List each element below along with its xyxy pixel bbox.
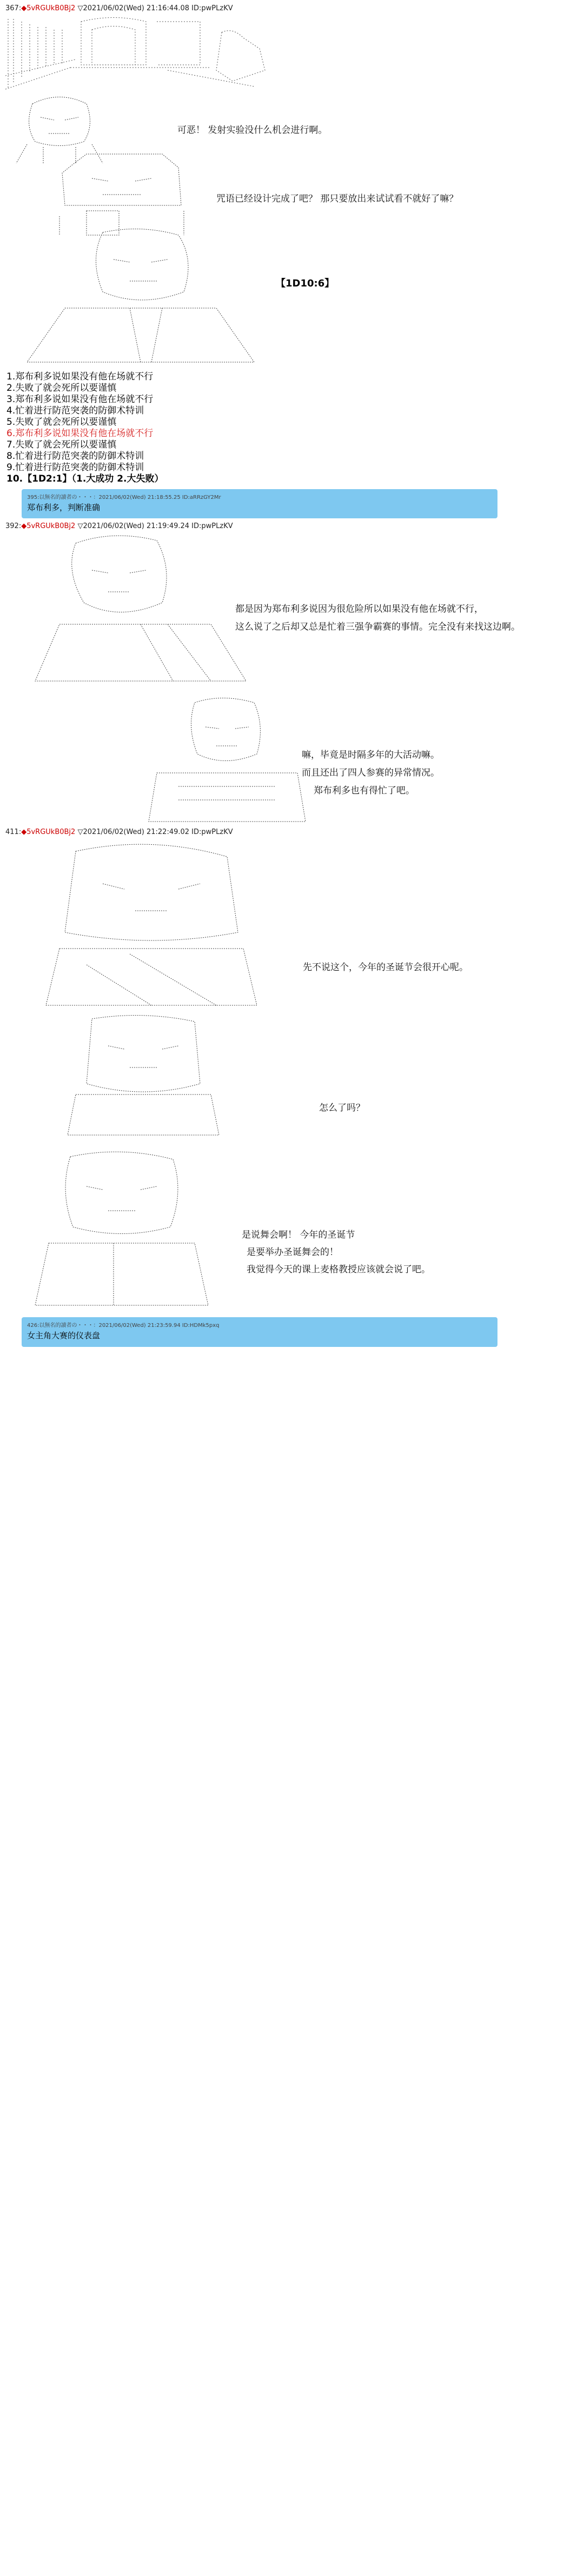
post-header	[5, 828, 233, 836]
post-meta: ▽2021/06/02(Wed) 21:22:49.02 ID:pwPLzKV	[75, 828, 233, 836]
post-header	[5, 4, 233, 12]
ascii-art-character	[22, 227, 260, 365]
choice-item-selected: 6.郑布利多说如果没有他在场就不行	[6, 428, 154, 439]
post-trip: ◆5vRGUkB0Bj2	[21, 4, 76, 12]
post-number: 411:	[5, 828, 22, 836]
post-number: 367:	[5, 4, 22, 12]
choice-item: 8.忙着进行防范突袭的防御术特训	[6, 451, 144, 462]
post-meta: ▽2021/06/02(Wed) 21:19:49.24 ID:pwPLzKV	[75, 522, 233, 530]
reply-text: 郑布利多，判断准确	[27, 503, 101, 512]
choice-item: 5.失败了就会死所以要谨慎	[6, 417, 117, 428]
choice-list	[6, 371, 164, 485]
dialog-line: 嘛，毕竟是时隔多年的大活动嘛。	[302, 750, 440, 760]
reply-header: 426:以無名的讀者の・・・：2021/06/02(Wed) 21:23:59.94 ID:HDMk5pxq	[27, 1323, 220, 1329]
ascii-art-character	[65, 1013, 222, 1138]
choice-item: 7.失败了就会死所以要谨慎	[6, 439, 117, 450]
dialog-line: 我觉得今天的课上麦格教授应该就会说了吧。	[247, 1264, 430, 1275]
choice-item: 3.郑布利多说如果没有他在场就不行	[6, 394, 154, 405]
dice-result: 【1D10:6】	[276, 278, 335, 289]
choice-item: 10.【1D2:1】（1.大成功 2.大失败）	[6, 473, 164, 484]
dialog-line: 可恶！ 发射实验没什么机会进行啊。	[177, 125, 328, 136]
choice-item: 2.失败了就会死所以要谨慎	[6, 383, 117, 393]
ascii-art-character	[54, 151, 189, 238]
reply-text: 女主角大赛的仪表盘	[27, 1331, 101, 1340]
reader-reply	[22, 489, 497, 518]
post-trip: ◆5vRGUkB0Bj2	[21, 828, 76, 836]
dialog-line: 郑布利多也有得忙了吧。	[314, 785, 415, 796]
post-meta: ▽2021/06/02(Wed) 21:16:44.08 ID:pwPLzKV	[75, 4, 233, 12]
dialog-line: 都是因为郑布利多说因为很危险所以如果没有他在场就不行，	[235, 604, 483, 615]
post-trip: ◆5vRGUkB0Bj2	[21, 522, 76, 530]
dialog-line: 咒语已经设计完成了吧？ 那只要放出来试试看不就好了嘛？	[216, 193, 459, 204]
post-header	[5, 522, 233, 530]
reply-header: 395:以無名的讀者の・・・：2021/06/02(Wed) 21:18:55.25 ID:aRRzGY2Mr	[27, 495, 221, 500]
choice-item: 4.忙着进行防范突袭的防御术特训	[6, 405, 144, 416]
choice-item: 1.郑布利多说如果没有他在场就不行	[6, 371, 154, 382]
dialog-line: 先不说这个，今年的圣诞节会很开心呢。	[303, 962, 468, 973]
post-number: 392:	[5, 522, 22, 530]
dialog-line: 怎么了吗？	[319, 1103, 365, 1113]
dialog-line: 是说舞会啊！ 今年的圣诞节	[242, 1230, 355, 1240]
dialog-line: 而且还出了四人参赛的异常情况。	[302, 768, 440, 778]
ascii-art-character	[43, 840, 260, 1008]
choice-item: 9.忙着进行防范突袭的防御术特训	[6, 462, 144, 473]
ascii-art-character	[32, 532, 249, 684]
reader-reply	[22, 1317, 497, 1347]
ascii-art-character	[32, 1149, 211, 1308]
dialog-line: 这么说了之后却又总是忙着三强争霸赛的事情。完全没有来找这边啊。	[235, 622, 520, 632]
dialog-line: 是要举办圣诞舞会的！	[247, 1247, 339, 1258]
ascii-art-character	[146, 695, 308, 824]
ascii-art-corridor	[5, 16, 276, 92]
